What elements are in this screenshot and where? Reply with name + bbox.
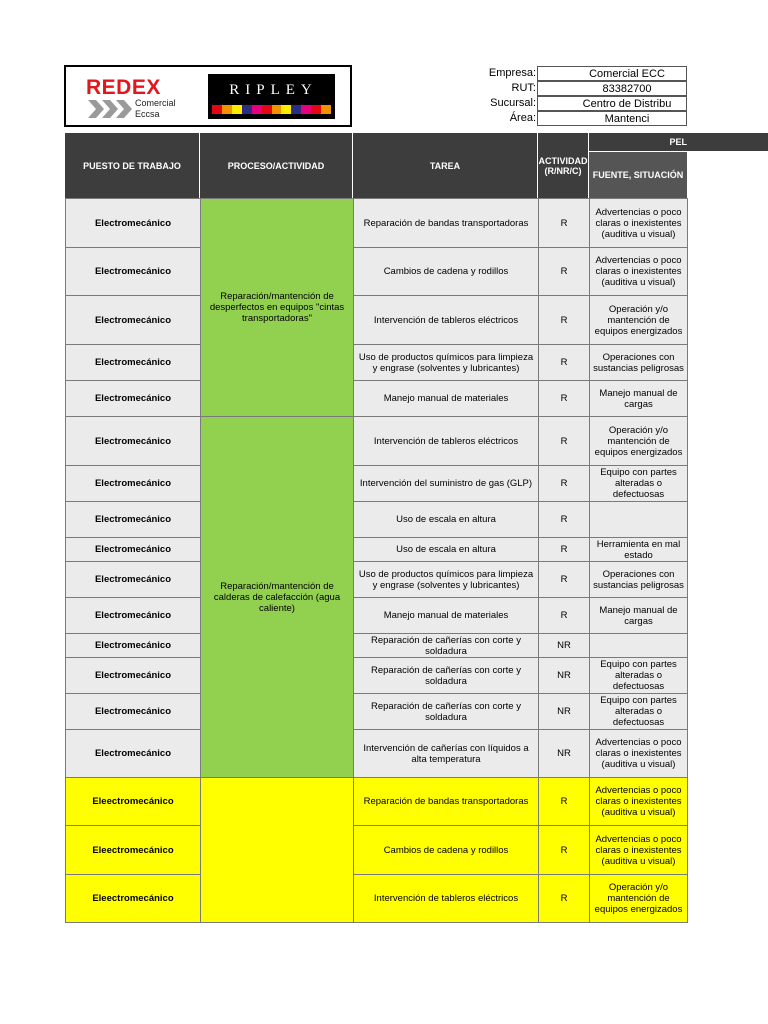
table-row — [66, 730, 688, 778]
fuente-cell: Equipo con partes alteradas o defectuosas — [590, 694, 688, 730]
table-row — [66, 826, 688, 875]
header-peligro-ext — [687, 133, 768, 151]
puesto-cell: Electromecánico — [66, 502, 201, 538]
puesto-cell: Electromecánico — [66, 248, 201, 296]
ripley-logo-text: RIPLEY — [229, 82, 318, 98]
logo-box — [64, 65, 352, 127]
tarea-cell: Reparación de cañerías con corte y soldadura — [354, 694, 539, 730]
fuente-cell: Operaciones con sustancias peligrosas — [590, 562, 688, 598]
tarea-cell: Uso de productos químicos para limpieza y engrase (solventes y lubricantes) — [354, 345, 539, 381]
fuente-cell: Manejo manual de cargas — [590, 598, 688, 634]
actividad-cell: R — [539, 502, 590, 538]
tarea-cell: Intervención de tableros eléctricos — [354, 875, 539, 923]
risk-table — [65, 198, 688, 923]
actividad-cell: NR — [539, 634, 590, 658]
fuente-cell — [590, 502, 688, 538]
sucursal-field[interactable]: Centro de Distribu — [537, 96, 687, 111]
ripley-stripe — [311, 105, 321, 114]
ripley-stripes — [212, 105, 331, 114]
table-row — [66, 502, 688, 538]
tarea-cell: Cambios de cadena y rodillos — [354, 826, 539, 875]
ripley-stripe — [291, 105, 301, 114]
actividad-cell: R — [539, 296, 590, 345]
table-row — [66, 417, 688, 466]
table-row — [66, 634, 688, 658]
redex-logo: REDEX — [86, 76, 161, 99]
tarea-cell: Reparación de cañerías con corte y soldadura — [354, 634, 539, 658]
actividad-cell: R — [539, 345, 590, 381]
header-peligro: PEL — [589, 133, 687, 151]
puesto-cell: Electromecánico — [66, 562, 201, 598]
ripley-stripe — [222, 105, 232, 114]
puesto-cell: Eleectromecánico — [66, 826, 201, 875]
redex-chevron-icon — [88, 100, 138, 118]
puesto-cell: Electromecánico — [66, 199, 201, 248]
ripley-logo — [208, 74, 335, 119]
fuente-cell: Advertencias o poco claras o inexistentes (auditiva u visual) — [590, 199, 688, 248]
empresa-label: Empresa: — [488, 67, 536, 79]
proceso-cell — [201, 778, 354, 923]
puesto-cell: Electromecánico — [66, 658, 201, 694]
ripley-stripe — [281, 105, 291, 114]
redex-sub-line-1: Comercial — [135, 98, 176, 108]
redex-subtitle — [135, 98, 176, 120]
actividad-cell: NR — [539, 658, 590, 694]
actividad-cell: R — [539, 598, 590, 634]
table-row — [66, 466, 688, 502]
actividad-cell: R — [539, 538, 590, 562]
proceso-cell: Reparación/mantención de desperfectos en equipos "cintas transportadoras" — [201, 199, 354, 417]
actividad-cell: R — [539, 562, 590, 598]
puesto-cell: Electromecánico — [66, 538, 201, 562]
ripley-stripe — [272, 105, 282, 114]
puesto-cell: Electromecánico — [66, 381, 201, 417]
ripley-stripe — [252, 105, 262, 114]
fuente-cell: Manejo manual de cargas — [590, 381, 688, 417]
sucursal-label: Sucursal: — [490, 97, 536, 109]
tarea-cell: Cambios de cadena y rodillos — [354, 248, 539, 296]
area-field[interactable]: Mantenci — [537, 111, 687, 126]
tarea-cell: Reparación de bandas transportadoras — [354, 199, 539, 248]
puesto-cell: Eleectromecánico — [66, 875, 201, 923]
rut-field[interactable]: 83382700 — [537, 81, 687, 96]
table-row — [66, 199, 688, 248]
actividad-cell: R — [539, 199, 590, 248]
header-puesto: PUESTO DE TRABAJO — [65, 133, 199, 198]
header-fuente: FUENTE, SITUACIÓN — [589, 152, 687, 198]
table-row — [66, 598, 688, 634]
fuente-cell: Operaciones con sustancias peligrosas — [590, 345, 688, 381]
puesto-cell: Electromecánico — [66, 466, 201, 502]
table-row — [66, 875, 688, 923]
tarea-cell: Reparación de cañerías con corte y soldadura — [354, 658, 539, 694]
redex-sub-line-2: Eccsa — [135, 109, 160, 119]
header-proceso: PROCESO/ACTIVIDAD — [200, 133, 352, 198]
fuente-cell: Equipo con partes alteradas o defectuosas — [590, 658, 688, 694]
fuente-cell: Advertencias o poco claras o inexistentes (auditiva u visual) — [590, 826, 688, 875]
puesto-cell: Electromecánico — [66, 345, 201, 381]
tarea-cell: Intervención de cañerías con líquidos a alta temperatura — [354, 730, 539, 778]
fuente-cell: Advertencias o poco claras o inexistentes (auditiva u visual) — [590, 248, 688, 296]
table-row — [66, 345, 688, 381]
fuente-cell: Herramienta en mal estado — [590, 538, 688, 562]
actividad-cell: R — [539, 381, 590, 417]
actividad-cell: R — [539, 875, 590, 923]
fuente-cell: Operación y/o mantención de equipos energizados — [590, 417, 688, 466]
tarea-cell: Uso de productos químicos para limpieza y engrase (solventes y lubricantes) — [354, 562, 539, 598]
actividad-cell: NR — [539, 694, 590, 730]
actividad-cell: NR — [539, 730, 590, 778]
area-label: Área: — [509, 112, 536, 124]
fuente-cell: Equipo con partes alteradas o defectuosas — [590, 466, 688, 502]
puesto-cell: Electromecánico — [66, 634, 201, 658]
ripley-stripe — [232, 105, 242, 114]
table-row — [66, 296, 688, 345]
puesto-cell: Electromecánico — [66, 730, 201, 778]
ripley-stripe — [301, 105, 311, 114]
table-row — [66, 778, 688, 826]
actividad-cell: R — [539, 826, 590, 875]
ripley-stripe — [321, 105, 331, 114]
ripley-stripe — [242, 105, 252, 114]
actividad-cell: R — [539, 778, 590, 826]
tarea-cell: Manejo manual de materiales — [354, 598, 539, 634]
fuente-cell: Operación y/o mantención de equipos energizados — [590, 875, 688, 923]
empresa-field[interactable]: Comercial ECC — [537, 66, 687, 81]
tarea-cell: Uso de escala en altura — [354, 538, 539, 562]
ripley-stripe — [262, 105, 272, 114]
table-row — [66, 694, 688, 730]
fuente-cell: Advertencias o poco claras o inexistentes (auditiva u visual) — [590, 730, 688, 778]
tarea-cell: Uso de escala en altura — [354, 502, 539, 538]
header-actividad: ACTIVIDAD (R/NR/C) — [538, 133, 588, 198]
tarea-cell: Intervención de tableros eléctricos — [354, 417, 539, 466]
puesto-cell: Electromecánico — [66, 694, 201, 730]
tarea-cell: Manejo manual de materiales — [354, 381, 539, 417]
fuente-cell: Operación y/o mantención de equipos energizados — [590, 296, 688, 345]
actividad-cell: R — [539, 417, 590, 466]
actividad-cell: R — [539, 466, 590, 502]
ripley-stripe — [212, 105, 222, 114]
table-row — [66, 381, 688, 417]
tarea-cell: Intervención del suministro de gas (GLP) — [354, 466, 539, 502]
rut-label: RUT: — [511, 82, 536, 94]
tarea-cell: Intervención de tableros eléctricos — [354, 296, 539, 345]
puesto-cell: Electromecánico — [66, 296, 201, 345]
puesto-cell: Eleectromecánico — [66, 778, 201, 826]
table-row — [66, 248, 688, 296]
table-row — [66, 562, 688, 598]
fuente-cell: Advertencias o poco claras o inexistentes (auditiva u visual) — [590, 778, 688, 826]
table-row — [66, 538, 688, 562]
header-tarea: TAREA — [353, 133, 537, 198]
fuente-cell — [590, 634, 688, 658]
puesto-cell: Electromecánico — [66, 598, 201, 634]
proceso-cell: Reparación/mantención de calderas de calefacción (agua caliente) — [201, 417, 354, 778]
puesto-cell: Electromecánico — [66, 417, 201, 466]
table-row — [66, 658, 688, 694]
tarea-cell: Reparación de bandas transportadoras — [354, 778, 539, 826]
actividad-cell: R — [539, 248, 590, 296]
